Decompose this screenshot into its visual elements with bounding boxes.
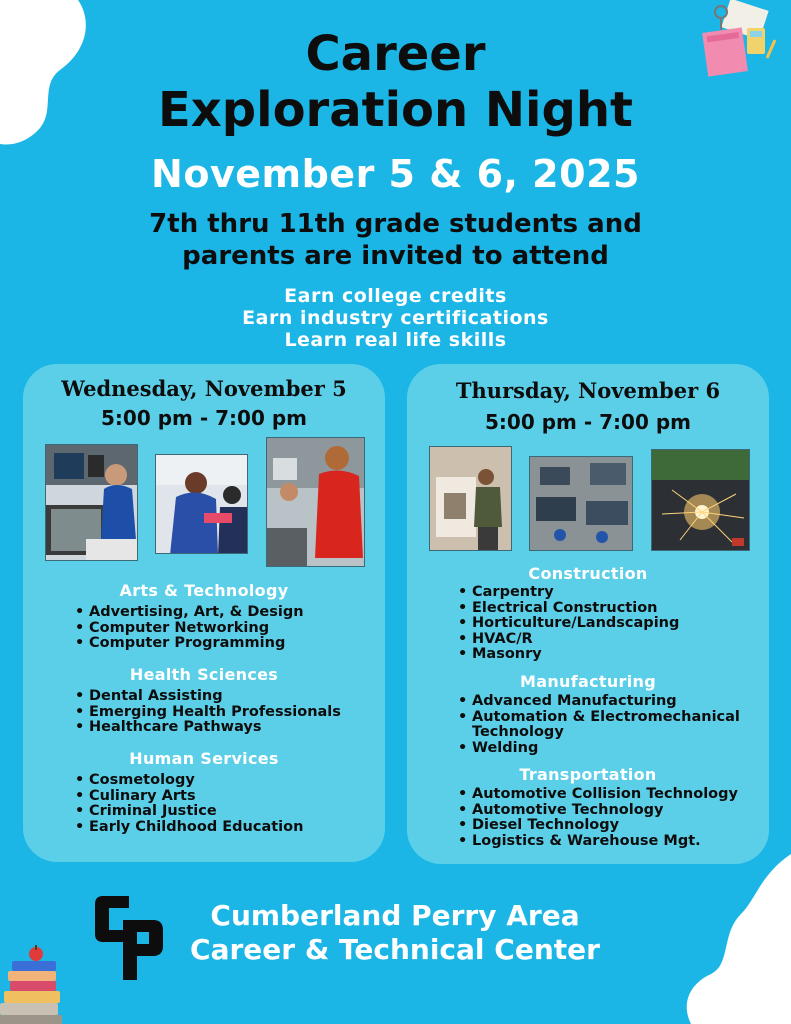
program-item: • Electrical Construction [456, 601, 679, 617]
category-heading: Human Services [129, 749, 279, 768]
program-list [73, 773, 303, 835]
program-item: • Computer Programming [73, 636, 304, 652]
program-item: • Automotive Collision Technology [456, 787, 738, 803]
program-item: • Computer Networking [73, 621, 304, 637]
program-list [456, 694, 756, 756]
photo-cosmetology-student [266, 437, 365, 567]
program-item: • Dental Assisting [73, 689, 341, 705]
day-heading: Wednesday, November 5 [61, 376, 347, 401]
program-list [456, 585, 679, 663]
perk-item: Learn real life skills [284, 329, 507, 351]
photo-masonry-students [429, 446, 512, 551]
perk-item: Earn college credits [284, 285, 507, 307]
thursday-panel [407, 364, 769, 864]
photo-computer-student [45, 444, 138, 561]
program-item: • Diesel Technology [456, 818, 738, 834]
title-line-2: Exploration Night [158, 82, 633, 138]
time-range: 5:00 pm - 7:00 pm [101, 406, 307, 430]
wednesday-panel [23, 364, 385, 862]
program-item: • Advertising, Art, & Design [73, 605, 304, 621]
category-heading: Manufacturing [520, 672, 656, 691]
program-item: • Horticulture/Landscaping [456, 616, 679, 632]
school-name-line-2: Career & Technical Center [190, 933, 600, 966]
program-item: • Automotive Technology [456, 803, 738, 819]
title-line-1: Career [305, 26, 486, 82]
photo-welding-sparks [651, 449, 750, 551]
program-item: • Automation & Electromechanical Technology [456, 710, 756, 741]
corner-blob-bottom-right [681, 854, 791, 1024]
school-name-line-1: Cumberland Perry Area [210, 899, 580, 932]
invitation-text [0, 208, 791, 272]
program-item: • Criminal Justice [73, 804, 303, 820]
program-item: • Early Childhood Education [73, 820, 303, 836]
program-list [73, 689, 341, 736]
photo-dental-students [155, 454, 248, 554]
program-item: • Healthcare Pathways [73, 720, 341, 736]
day-heading: Thursday, November 6 [455, 378, 721, 403]
books-apple-icon [0, 944, 70, 1024]
program-list [73, 605, 304, 652]
invite-line-2: parents are invited to attend [182, 241, 609, 271]
program-list [456, 787, 738, 849]
program-item: • Emerging Health Professionals [73, 705, 341, 721]
category-heading: Health Sciences [129, 665, 279, 684]
photo-manufacturing-lab [529, 456, 633, 551]
program-item: • Welding [456, 741, 756, 757]
category-heading: Construction [528, 564, 648, 583]
program-item: • Logistics & Warehouse Mgt. [456, 834, 738, 850]
program-item: • Cosmetology [73, 773, 303, 789]
program-item: • Carpentry [456, 585, 679, 601]
perks-list [0, 285, 791, 351]
program-item: • Masonry [456, 647, 679, 663]
category-heading: Arts & Technology [119, 581, 289, 600]
program-item: • Culinary Arts [73, 789, 303, 805]
category-heading: Transportation [519, 765, 657, 784]
program-item: • Advanced Manufacturing [456, 694, 756, 710]
event-date: November 5 & 6, 2025 [151, 152, 640, 196]
program-item: • HVAC/R [456, 632, 679, 648]
time-range: 5:00 pm - 7:00 pm [485, 410, 691, 434]
invite-line-1: 7th thru 11th grade students and [149, 209, 642, 239]
perk-item: Earn industry certifications [242, 307, 549, 329]
